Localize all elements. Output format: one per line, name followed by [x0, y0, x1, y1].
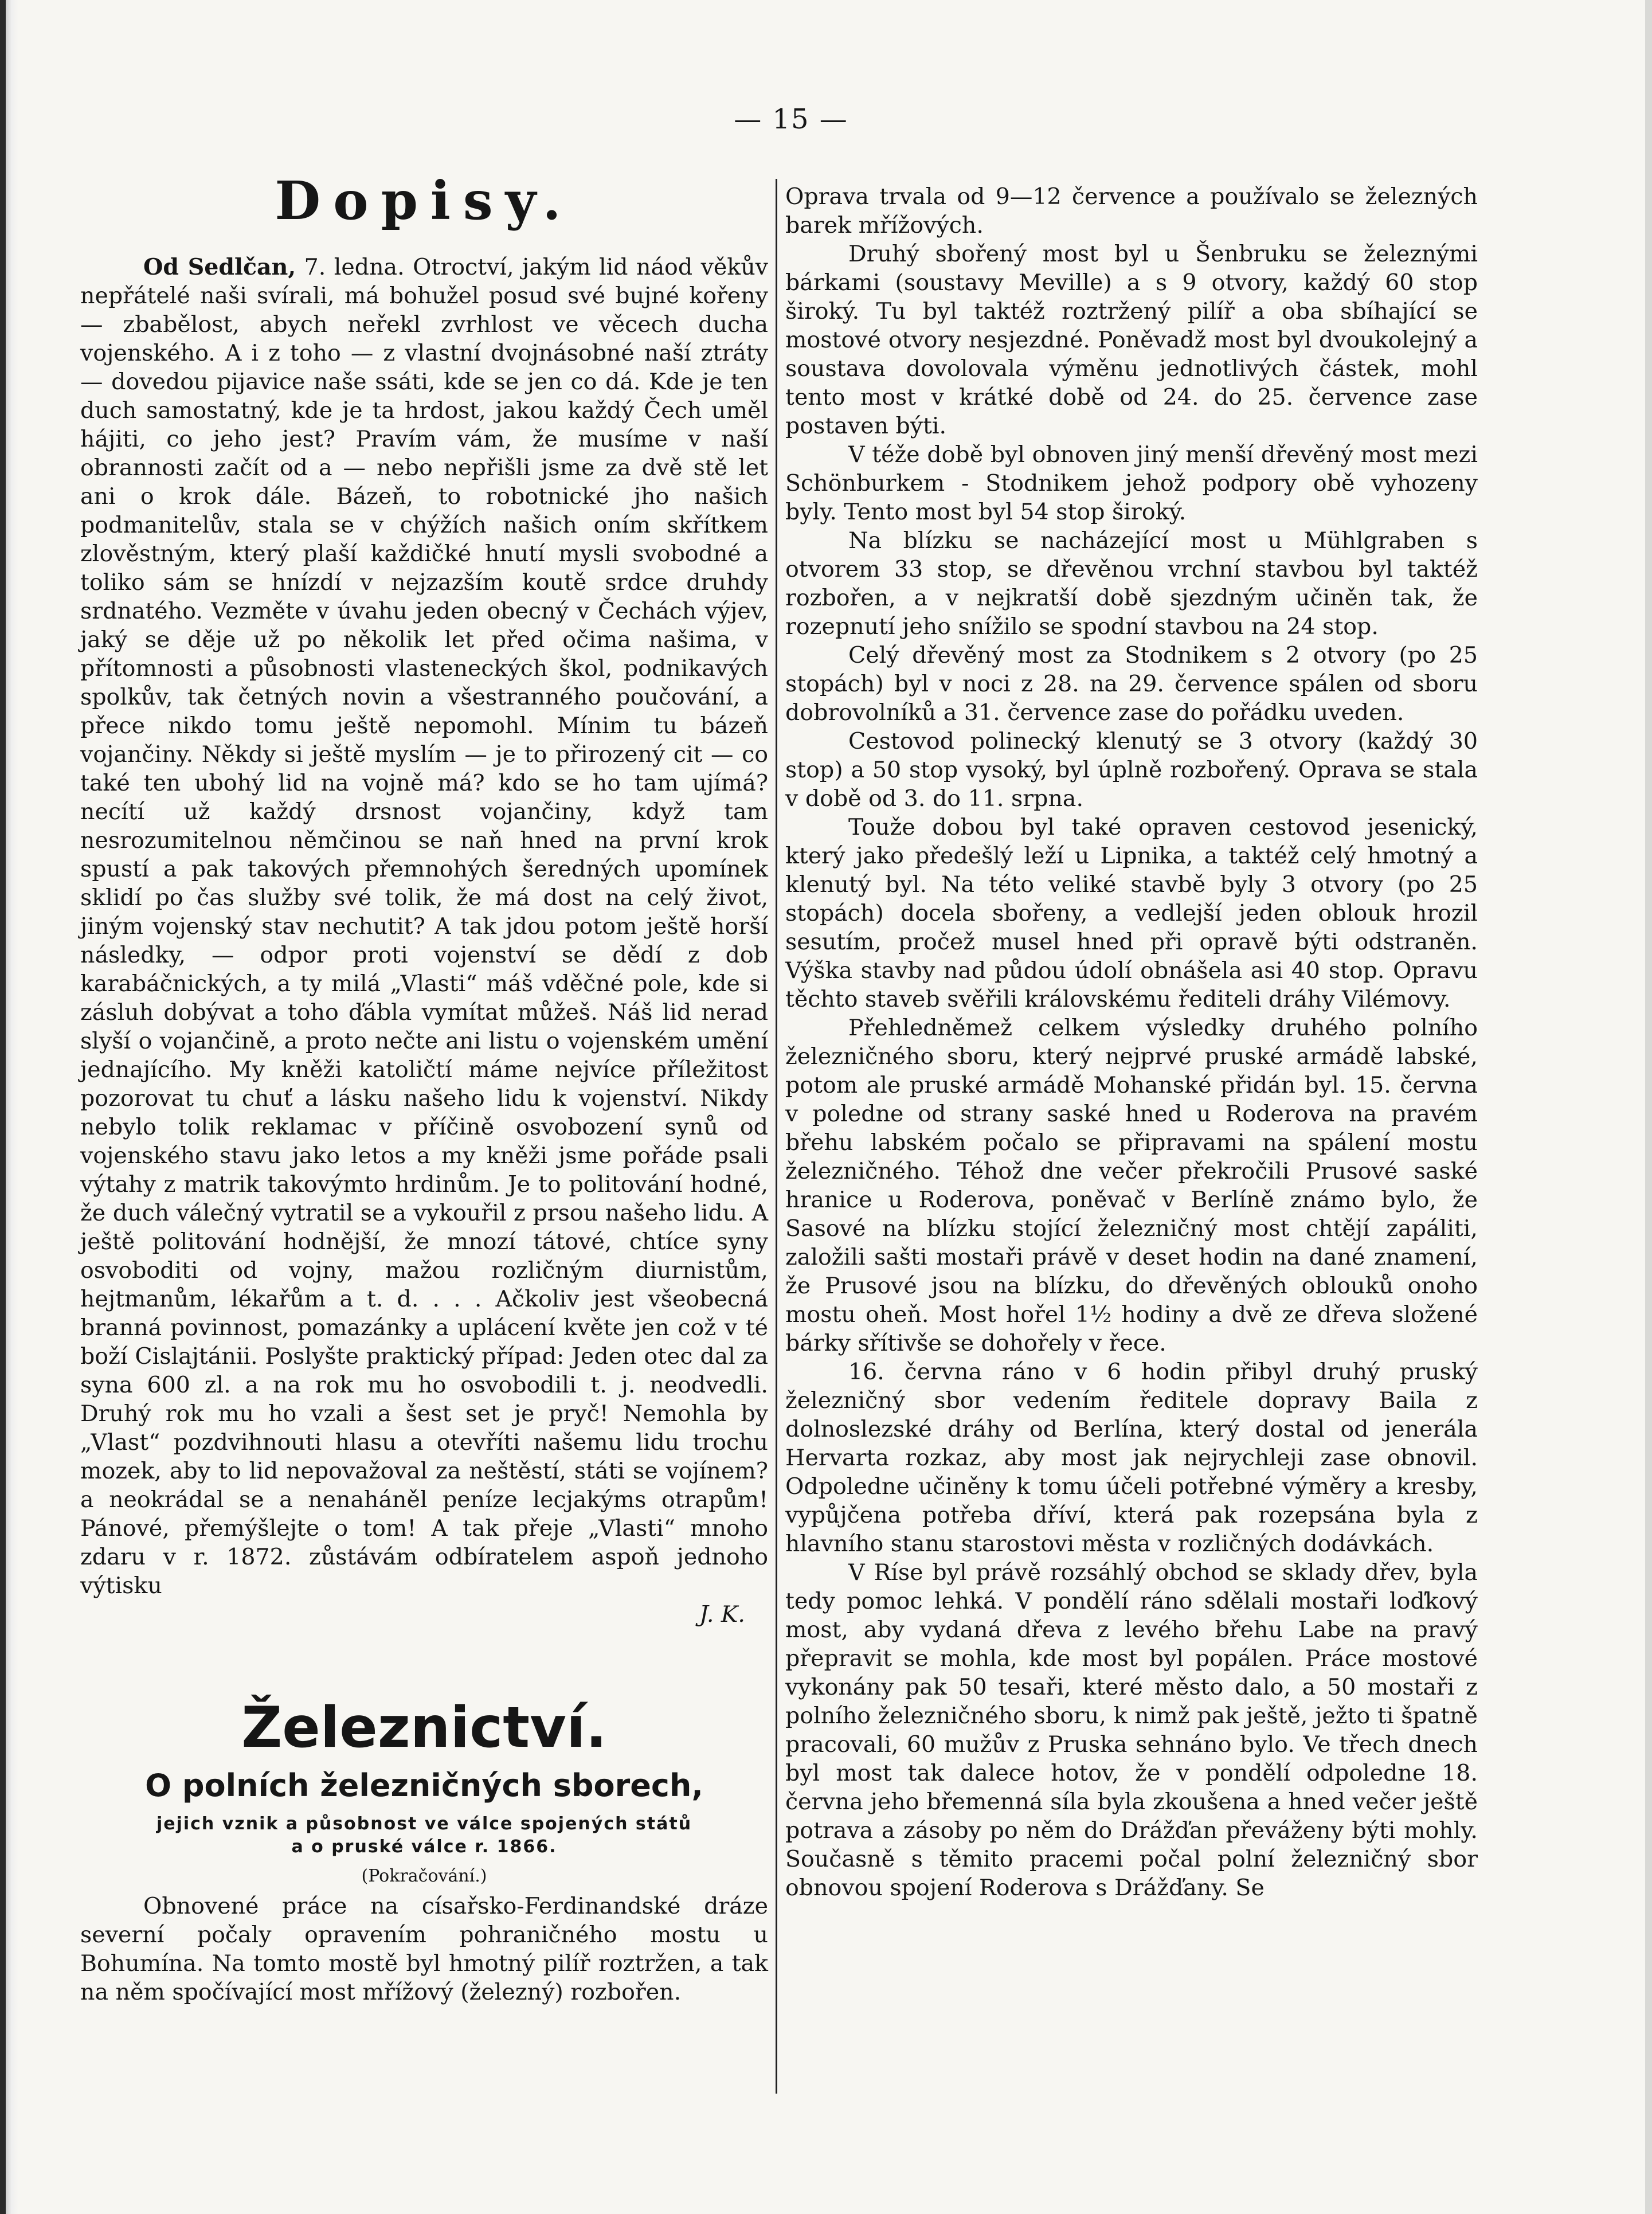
letter-signature: J. K. — [699, 1601, 745, 1628]
right-column-text — [785, 182, 1478, 1902]
right-paragraph: Touže dobou byl také opraven cestovod jesenický, který jako předešlý leží u Lipnika, a taktéž celý hmotný a klenutý byl. Na této veliké stavbě byly 3 otvory (po 25 stopách) docela sbořeny, a vedlejší jeden oblouk hrozil sesutím, pročež musel hned při opravě býti odstraněn. Výška stavby nad půdou údolí obnášela asi 40 stop. Opravu těchto staveb svěřili královskému řediteli dráhy Vilémovy. — [785, 814, 1478, 1012]
letter-text: 7. ledna. Otroctví, jakým lid náod věkův nepřátelé naši svírali, má bohužel posud své bujné kořeny — zbabělost, abych neřekl zvrhlost ve věcech ducha vojenského. A i z toho — z vlastní dvojnásobné naší ztráty — dovedou pijavice naše ssáti, kde se jen co dá. Kde je ten duch samostatný, kde je ta hrdost, jakou každý Čech uměl hájiti, co jeho jest? Pravím vám, že musíme v naší obrannosti začít od a — nebo nepřišli jsme za dvě stě let ani o krok dále. Bázeň, to robotnické jho našich podmanitelův, stala se v chýžích našich oním skřítkem zlověstným, který plaší každičké hnutí mysli svobodné a toliko sám se hnízdí v nejzazším koutě srdce druhdy srdnatého. Vezměte v úvahu jeden obecný v Čechách výjev, jaký se děje už po několik let před očima našima, v přítomnosti a působnosti vlasteneckých škol, podnikavých spolkův, tak četných novin a všestranného poučování, a přece nikdo tomu ještě nepomohl. Mínim tu bázeň vojančiny. Někdy si ještě myslím — je to přirozený cit — co také ten ubohý lid na vojně má? kdo se ho tam ujímá? necítí už každý drsnost vojančiny, když tam nesrozumitelnou němčinou se naň hned na první krok spustí a pak takových přemnohých šeredných upomínek sklidí po čas služby své tolik, že má dost na celý život, jiným vojenský stav nechutit? A tak jdou potom ještě horší následky, — odpor proti vojenství se dědí z dob karabáčnických, a ty milá „Vlasti“ máš vděčné pole, kde si zásluh dobývat a toho ďábla vymítat můžeš. Náš lid nerad slyší o vojančině, a proto nečte ani listu o vojenském umění jednajícího. My kněži katoličtí máme nejvíce příležitost pozorovat tu chuť a lásku našeho lidu k vojenství. Nikdy nebylo tolik reklamac v příčině osvobození synů od vojenského stavu jako letos a my kněži jsme pořáde psali výtahy z matrik takovýmto hrdinům. Je to politování hodné, že duch válečný vytratil se a vykouřil z prsou našeho lidu. A ještě politování hodnější, že mnozí tátové, chtíce syny osvoboditi od vojny, mažou rozličným diurnistům, hejtmanům, lékařům a t. d. . . . Ačkoliv jest všeobecná branná povinnost, pomazánky a uplácení květe jen což v té boží Cislajtánii. Poslyšte praktický případ: Jeden otec dal za syna 600 zl. a na rok mu ho osvobodili t. j. neodvedli. Druhý rok mu ho vzali a šest set je pryč! Nemohla by „Vlast“ pozdvihnouti hlasu a otevříti našemu lidu trochu mozek, aby to lid nepovažoval za neštěstí, státi se vojínem? a neokrádal se a nenaháněl peníze lecjakýms otrapům! Pánové, přemýšlejte o tom! A tak přeje „Vlasti“ mnoho zdaru v r. 1872. zůstávám odbíratelem aspoň jednoho výtisku — [80, 254, 768, 1599]
letter-body — [80, 253, 768, 1629]
right-paragraph: 16. června ráno v 6 hodin přibyl druhý pruský železničný sbor vedením ředitele dopravy Baila z dolnoslezské dráhy od Berlína, který dostal od jenerála Hervarta rozkaz, aby most jak nejrychleji zase obnovil. Odpoledne učiněny k tomu účeli potřebné výměry a kresby, vypůjčena potřeba dříví, která pak rozepsána byla z hlavního stanu starostovi města v rozličných dodávkách. — [785, 1359, 1478, 1557]
column-divider — [776, 179, 777, 2094]
letter-place: Od Sedlčan, — [143, 254, 296, 281]
section-title-dopisy: Dopisy. — [275, 170, 574, 232]
page-number: — 15 — — [734, 103, 848, 135]
right-paragraph: Oprava trvala od 9—12 července a používalo se železných barek mřížových. — [785, 183, 1478, 238]
binding-edge — [0, 0, 18, 2214]
article-subtitle: O polních železničných sborech, — [145, 1767, 703, 1804]
section-title-zeleznictvi: Železnictví. — [241, 1695, 607, 1761]
right-paragraph: V téže době byl obnoven jiný menší dřevěný most mezi Schönburkem - Stodnikem jehož podpory obě vyhozeny byly. Tento most byl 54 stop široký. — [785, 441, 1478, 525]
right-paragraph: Cestovod polinecký klenutý se 3 otvory (každý 30 stop) a 50 stop vysoký, byl úplně rozbořený. Oprava se stala v době od 3. do 11. srpna. — [785, 728, 1478, 812]
article-subheading-line-1: jejich vznik a působnost ve válce spojených států — [156, 1813, 692, 1834]
article-subheading-line-2: a o pruské válce r. 1866. — [291, 1837, 557, 1857]
right-paragraph: Přehledněmež celkem výsledky druhého polního železničného sboru, který nejprvé pruské armádě labské, potom ale pruské armádě Mohanské přidán byl. 15. června v poledne od strany saské hned u Roderova na pravém břehu labském počalo se připravami na spálení mostu železničného. Téhož dne večer překročili Prusové saské hranice u Roderova, poněvač v Berlíně známo bylo, že Sasové na blízku stojící železničný most chtějí zapáliti, založili sašti mostaři právě v deset hodin na dané znamení, že Prusové jsou na blízku, do dřevěných oblouků onoho mostu oheň. Most hořel 1½ hodiny a dvě ze dřeva složené bárky sřítivše se dohořely v řece. — [785, 1015, 1478, 1356]
right-column — [785, 182, 1478, 1902]
right-paragraph: Na blízku se nacházející most u Mühlgraben s otvorem 33 stop, se dřevěnou vrchní stavbou byl taktéž rozbořen, a v nejkratší době sjezdným učiněn tak, že rozepnutí jeho snížilo se spodní stavbou na 24 stop. — [785, 527, 1478, 640]
right-paragraph: Celý dřevěný most za Stodnikem s 2 otvory (po 25 stopách) byl v noci z 28. na 29. července spálen od sboru dobrovolníků a 31. července zase do pořádku uveden. — [785, 642, 1478, 726]
article-subheading — [80, 1813, 768, 1859]
page-edge — [1645, 0, 1652, 2214]
left-column — [80, 172, 768, 2006]
right-paragraph: Druhý sbořený most byl u Šenbruku se železnými bárkami (soustavy Meville) a s 9 otvory, každý 60 stop široký. Tu byl taktéž roztržený pilíř a oba sbíhající se mostové otvory nesjezdné. Poněvadž most byl dvoukolejný a soustava dovolovala výměnu jednotlivých částek, mohl tento most v krátké době od 24. do 25. července zase postaven býti. — [785, 241, 1478, 439]
right-paragraph: V Ríse byl právě rozsáhlý obchod se sklady dřev, byla tedy pomoc lehká. V pondělí ráno sdělali mostaři loďkový most, aby vydaná dřeva z levého břehu Labe na pravý přepravit se mohla, kde most byl popálen. Práce mostové vykonány pak 50 tesaři, které město dalo, a 50 mostaři z polního železničného sboru, k nimž pak ještě, ježto ti špatně pracovali, 60 mužův z Pruska sehnáno bylo. Ve třech dnech byl most tak dalece hotov, že v pondělí odpoledne 18. června jeho břemenná síla byla zkoušena a hned večer ještě potrava a zásoby po něm do Drážďan převáženy býti mohly. Současně s těmito pracemi počal polní železničný sbor obnovou spojení Roderova s Drážďany. Se — [785, 1559, 1478, 1901]
railway-paragraph-1: Obnovené práce na císařsko-Ferdinandské dráze severní počaly opravením pohraničného mostu u Bohumína. Na tomto mostě byl hmotný pilíř roztržen, a tak na něm spočívající most mřížový (železný) rozbořen. — [80, 1892, 768, 2005]
continuation-note: (Pokračování.) — [361, 1865, 487, 1886]
